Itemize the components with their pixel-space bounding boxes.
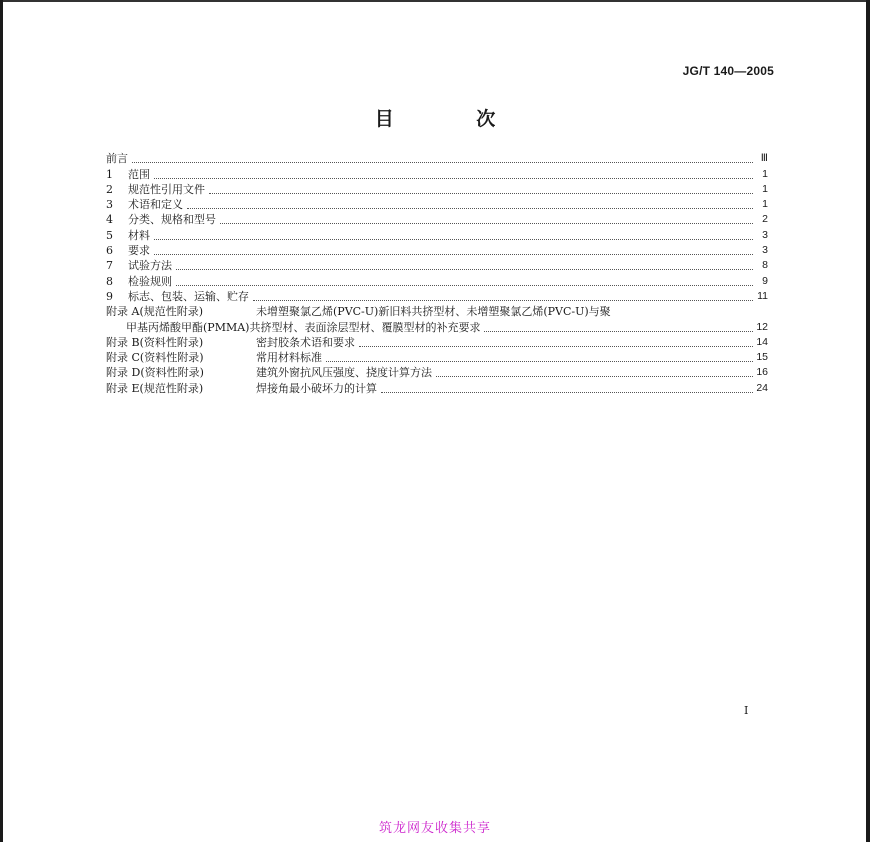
toc-appendix-d[interactable]	[106, 365, 768, 380]
toc-page: 16	[756, 366, 768, 379]
appendix-label: 附录 A(规范性附录)	[106, 305, 204, 319]
toc-label: 材料	[128, 228, 150, 242]
toc-entry[interactable]	[106, 197, 768, 212]
toc-number: 9	[106, 289, 113, 303]
appendix-label: 附录 D(资料性附录)	[106, 366, 204, 380]
toc-label: 术语和定义	[128, 198, 183, 212]
toc-label: 前言	[106, 152, 128, 166]
page-title: 目 次	[374, 108, 534, 130]
leader-dots	[176, 263, 753, 270]
toc-number: 1	[106, 167, 113, 181]
leader-dots	[484, 325, 753, 332]
toc-entry[interactable]	[106, 273, 768, 288]
toc-label: 试验方法	[128, 259, 172, 273]
appendix-title: 建筑外窗抗风压强度、挠度计算方法	[256, 366, 432, 380]
leader-dots	[436, 370, 753, 377]
appendix-title: 未增塑聚氯乙烯(PVC-U)新旧料共挤型材、未增塑聚氯乙烯(PVC-U)与聚	[256, 305, 611, 319]
appendix-label: 附录 E(规范性附录)	[106, 381, 204, 395]
toc-label: 分类、规格和型号	[128, 213, 216, 227]
leader-dots	[220, 217, 753, 224]
toc-appendix-b[interactable]	[106, 335, 768, 350]
toc-page: 14	[756, 335, 768, 348]
appendix-title-continued: 甲基丙烯酸甲酯(PMMA)共挤型材、表面涂层型材、覆膜型材的补充要求	[126, 320, 481, 334]
toc-entry[interactable]	[106, 212, 768, 227]
toc-appendix-a-continued[interactable]	[106, 319, 768, 334]
leader-dots	[209, 187, 753, 194]
toc-entry[interactable]	[106, 258, 768, 273]
toc-page: 1	[762, 182, 768, 195]
page-top-edge	[0, 0, 870, 2]
toc-entry-foreword[interactable]	[106, 151, 768, 166]
toc-number: 5	[106, 228, 113, 242]
toc-entry[interactable]	[106, 166, 768, 181]
appendix-label: 附录 C(资料性附录)	[106, 351, 204, 365]
toc-entry[interactable]	[106, 243, 768, 258]
appendix-title: 常用材料标准	[256, 351, 322, 365]
leader-dots	[154, 233, 753, 240]
standard-code: JG/T 140—2005	[682, 64, 774, 78]
toc-number: 4	[106, 213, 113, 227]
toc-page: 11	[757, 289, 768, 302]
toc-page: 8	[762, 259, 768, 272]
leader-dots	[154, 248, 753, 255]
toc-label: 范围	[128, 167, 150, 181]
toc-number: 2	[106, 182, 113, 196]
toc-label: 标志、包装、运输、贮存	[128, 289, 249, 303]
appendix-title: 焊接角最小破坏力的计算	[256, 381, 377, 395]
toc-number: 3	[106, 198, 113, 212]
toc-appendix-c[interactable]	[106, 350, 768, 365]
toc-entry[interactable]	[106, 289, 768, 304]
leader-dots	[326, 355, 753, 362]
toc-appendix-a[interactable]	[106, 304, 768, 319]
toc-page: 24	[756, 381, 768, 394]
page-number: I	[744, 704, 749, 717]
toc-number: 7	[106, 259, 113, 273]
leader-dots	[359, 340, 753, 347]
toc-entry[interactable]	[106, 182, 768, 197]
toc-page: 12	[756, 320, 768, 333]
appendix-title: 密封胶条术语和要求	[256, 335, 355, 349]
toc-page: Ⅲ	[760, 152, 768, 165]
toc-number: 8	[106, 274, 113, 288]
table-of-contents	[106, 151, 768, 396]
toc-label: 规范性引用文件	[128, 182, 205, 196]
toc-page: 1	[762, 167, 768, 180]
toc-number: 6	[106, 244, 113, 258]
toc-appendix-e[interactable]	[106, 380, 768, 395]
leader-dots	[253, 294, 753, 301]
toc-label: 检验规则	[128, 274, 172, 288]
toc-label: 要求	[128, 244, 150, 258]
leader-dots	[154, 172, 753, 179]
leader-dots	[187, 202, 753, 209]
watermark: 筑龙网友收集共享	[378, 821, 491, 836]
leader-dots	[381, 386, 753, 393]
leader-dots	[176, 279, 753, 286]
toc-page: 3	[762, 228, 768, 241]
toc-entry[interactable]	[106, 227, 768, 242]
toc-page: 3	[762, 244, 768, 257]
toc-page: 15	[756, 351, 768, 364]
toc-page: 1	[762, 198, 768, 211]
appendix-label: 附录 B(资料性附录)	[106, 335, 204, 349]
leader-dots	[132, 156, 753, 163]
toc-page: 9	[762, 274, 768, 287]
toc-page: 2	[762, 213, 768, 226]
